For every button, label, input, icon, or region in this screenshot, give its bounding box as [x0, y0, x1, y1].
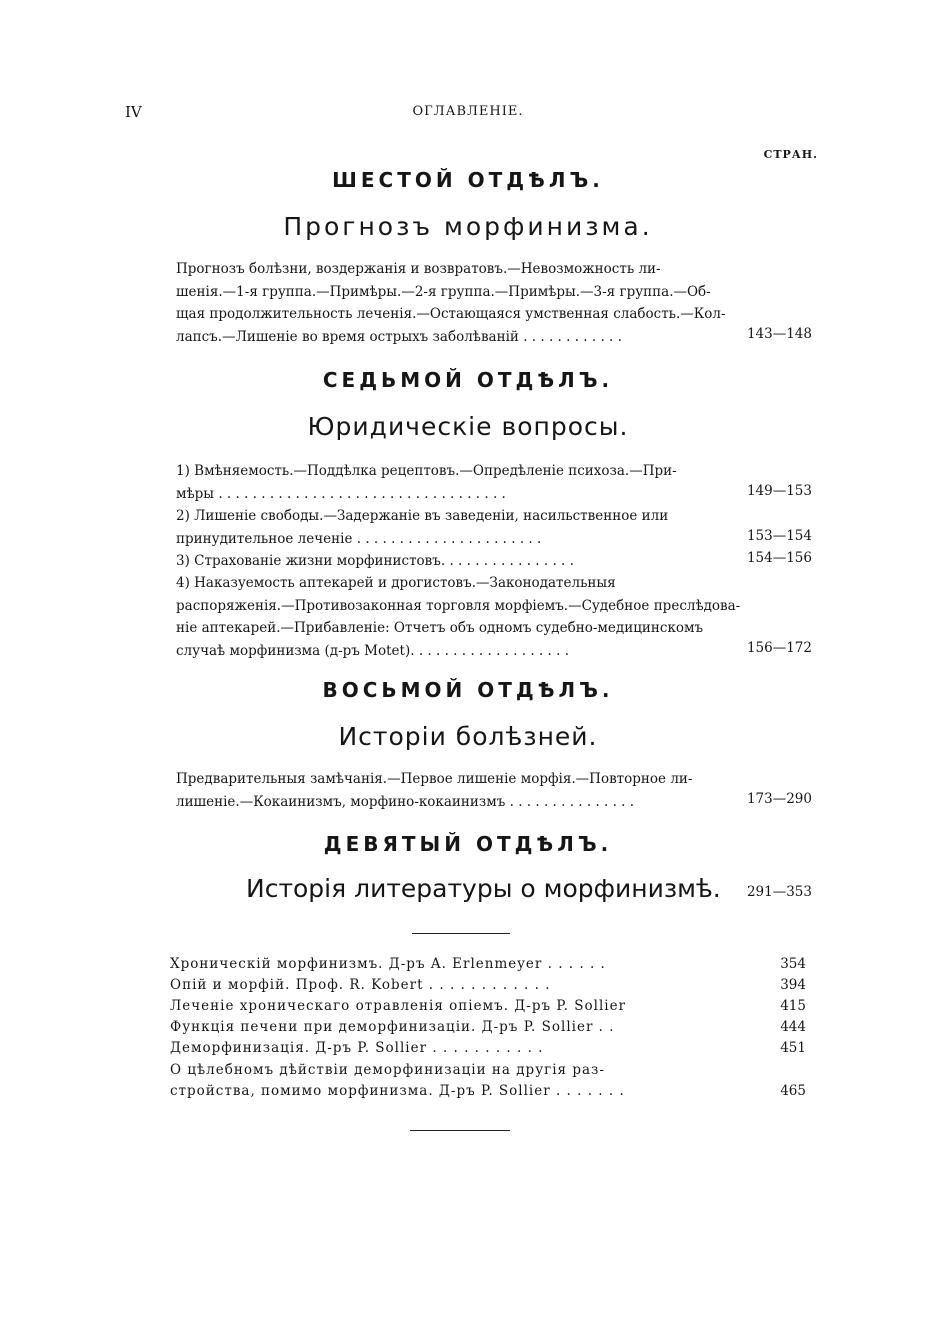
- entry-pages: 153—154: [746, 528, 812, 544]
- entry-pages: 154—156: [746, 550, 812, 566]
- entry-line: распоряженія.—Противозаконная торговля морфіемъ.—Судебное преслѣдова-: [176, 597, 741, 614]
- toc-entry: [176, 460, 736, 505]
- appendix-entry: Леченіе хроническаго отравленія опіемъ. Д-ръ P. Sollier: [170, 998, 627, 1014]
- paragraph-line: лапсъ.—Лишеніе во время острыхъ заболѣваній . . . . . . . . . . . .: [176, 328, 622, 345]
- toc-entry: [176, 572, 741, 662]
- appendix-entry: Опій и морфій. Проф. R. Kobert . . . . . . . . . . . .: [170, 977, 551, 993]
- section-8-title: ВОСЬМОЙ ОТДѢЛЪ.: [322, 678, 614, 702]
- section-6-paragraph: [176, 258, 736, 348]
- appendix-page: 394: [780, 977, 806, 993]
- toc-entry: [176, 505, 736, 550]
- entry-pages: 149—153: [746, 483, 812, 499]
- appendix-page: 451: [780, 1040, 806, 1056]
- entry-line: ніе аптекарей.—Прибавленіе: Отчетъ объ одномъ судебно-медицинскомъ: [176, 620, 704, 636]
- divider: [412, 933, 510, 934]
- running-head: ОГЛАВЛЕНІЕ.: [412, 104, 524, 119]
- entry-pages: 156—172: [746, 640, 812, 656]
- appendix-page: 444: [780, 1019, 806, 1035]
- entry-line: принудительное леченіе . . . . . . . . . . . . . . . . . . . . . .: [176, 530, 542, 547]
- section-8-paragraph: [176, 768, 736, 813]
- paragraph-line: Прогнозъ болѣзни, воздержанія и возвратовъ.—Невозможность ли-: [176, 261, 661, 277]
- section-6-subtitle: Прогнозъ морфинизма.: [283, 212, 653, 241]
- section-8-subtitle: Исторіи болѣзней.: [338, 722, 598, 751]
- appendix-page: 415: [780, 998, 806, 1014]
- appendix-entry: Функція печени при деморфинизаціи. Д-ръ P. Sollier . .: [170, 1019, 615, 1035]
- appendix-page: 465: [780, 1083, 806, 1099]
- section-7-subtitle: Юридическіе вопросы.: [307, 412, 629, 441]
- page-number: IV: [125, 103, 142, 121]
- section-6-pages: 143—148: [746, 326, 812, 342]
- entry-line: 3) Страхованіе жизни морфинистовъ. . . . . . . . . . . . . . . .: [176, 553, 574, 569]
- divider: [410, 1130, 510, 1131]
- appendix-entry: О цѣлебномъ дѣйствіи деморфинизаціи на другія раз-: [170, 1062, 605, 1078]
- paragraph-line: шенія.—1-я группа.—Примѣры.—2-я группа.—Примѣры.—3-я группа.—Об-: [176, 283, 711, 300]
- entry-line: 2) Лишеніе свободы.—Задержаніе въ заведеніи, насильственное или: [176, 508, 669, 524]
- entry-line: случаѣ морфинизма (д-ръ Motet). . . . . . . . . . . . . . . . . . .: [176, 642, 570, 659]
- section-6-title: ШЕСТОЙ ОТДѢЛЪ.: [332, 168, 604, 192]
- paragraph-line: щая продолжительность леченія.—Остающаяся умственная слабость.—Кол-: [176, 306, 726, 322]
- section-9-title: ДЕВЯТЫЙ ОТДѢЛЪ.: [323, 832, 613, 856]
- appendix-entry: стройства, помимо морфинизма. Д-ръ P. Sollier . . . . . . .: [170, 1083, 625, 1099]
- section-9-pages: 291—353: [746, 884, 812, 900]
- paragraph-line: Предварительныя замѣчанія.—Первое лишеніе морфія.—Повторное ли-: [176, 771, 693, 787]
- toc-entry: [176, 550, 736, 573]
- paragraph-line: лишеніе.—Кокаинизмъ, морфино-кокаинизмъ . . . . . . . . . . . . . . .: [176, 793, 635, 810]
- section-7-title: СЕДЬМОЙ ОТДѢЛЪ.: [322, 368, 614, 392]
- appendix-entry: Деморфинизація. Д-ръ P. Sollier . . . . . . . . . . .: [170, 1040, 544, 1056]
- appendix-page: 354: [780, 956, 806, 972]
- entry-line: мѣры . . . . . . . . . . . . . . . . . . . . . . . . . . . . . . . . . .: [176, 485, 506, 502]
- appendix-entry: Хроническій морфинизмъ. Д-ръ A. Erlenmeyer . . . . . .: [170, 956, 606, 972]
- entry-line: 1) Вмѣняемость.—Поддѣлка рецептовъ.—Опредѣленіе психоза.—При-: [176, 463, 677, 479]
- entry-line: 4) Наказуемость аптекарей и дрогистовъ.—Законодательныя: [176, 575, 616, 591]
- section-9-subtitle: Исторія литературы о морфинизмѣ.: [246, 874, 721, 903]
- section-8-pages: 173—290: [746, 791, 812, 807]
- pages-column-label: СТРАН.: [763, 148, 818, 161]
